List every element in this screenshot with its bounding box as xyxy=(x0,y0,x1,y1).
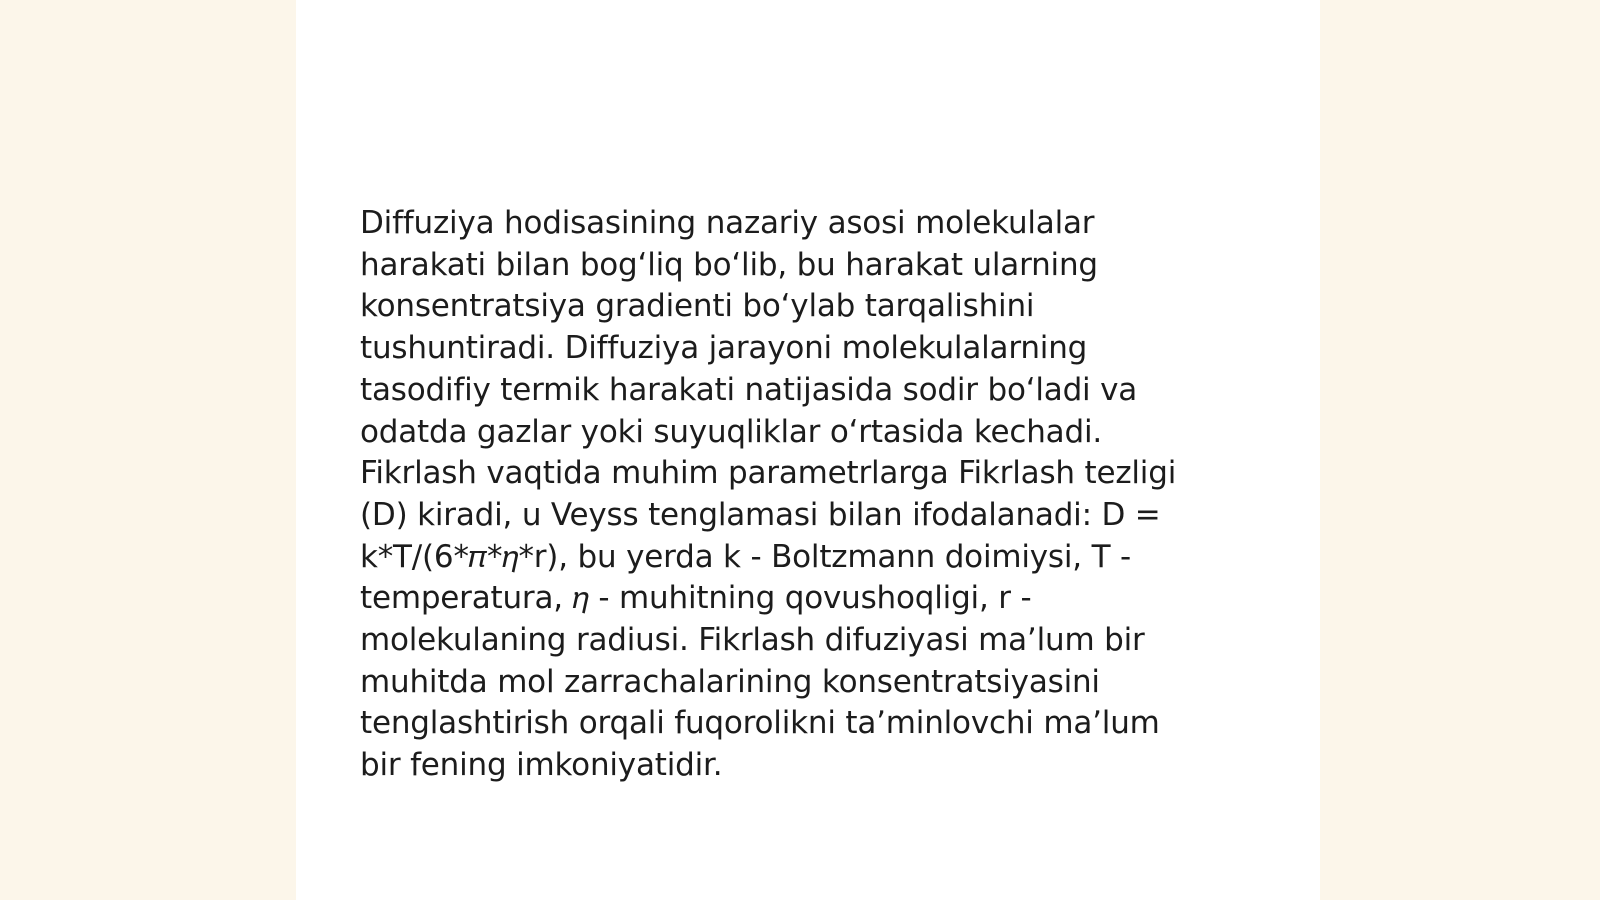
paragraph-line: (D) kiradi, u Veyss tenglamasi bilan ifodalanadi: D = xyxy=(360,496,1161,533)
paragraph-line: k*T/(6*𝜋*𝜂*r), bu yerda k - Boltzmann doimiysi, T - xyxy=(360,538,1131,575)
paragraph-line: tasodifiy termik harakati natijasida sodir bo‘ladi va xyxy=(360,371,1138,408)
paragraph-line: odatda gazlar yoki suyuqliklar o‘rtasida kechadi. xyxy=(360,413,1103,450)
paragraph-line: Diffuziya hodisasining nazariy asosi molekulalar xyxy=(360,205,1095,241)
paragraph-line: Fikrlash vaqtida muhim parametrlarga Fikrlash tezligi xyxy=(360,455,1177,492)
paragraph-line: temperatura, 𝜂 - muhitning qovushoqligi, r - xyxy=(360,580,1032,617)
paragraph-line: konsentratsiya gradienti bo‘ylab tarqalishini xyxy=(360,288,1035,325)
slide-paragraph xyxy=(360,203,1240,787)
paragraph-line: tushuntiradi. Diffuziya jarayoni molekulalarning xyxy=(360,330,1088,367)
paragraph-line: bir fening imkoniyatidir. xyxy=(360,747,723,784)
slide xyxy=(296,0,1320,900)
paragraph-line: harakati bilan bog‘liq bo‘lib, bu harakat ularning xyxy=(360,246,1098,283)
paragraph-line: muhitda mol zarrachalarining konsentratsiyasini xyxy=(360,663,1100,700)
paragraph-line: tenglashtirish orqali fuqorolikni ta’minlovchi ma’lum xyxy=(360,705,1160,742)
paragraph-line: molekulaning radiusi. Fikrlash difuziyasi ma’lum bir xyxy=(360,622,1145,659)
